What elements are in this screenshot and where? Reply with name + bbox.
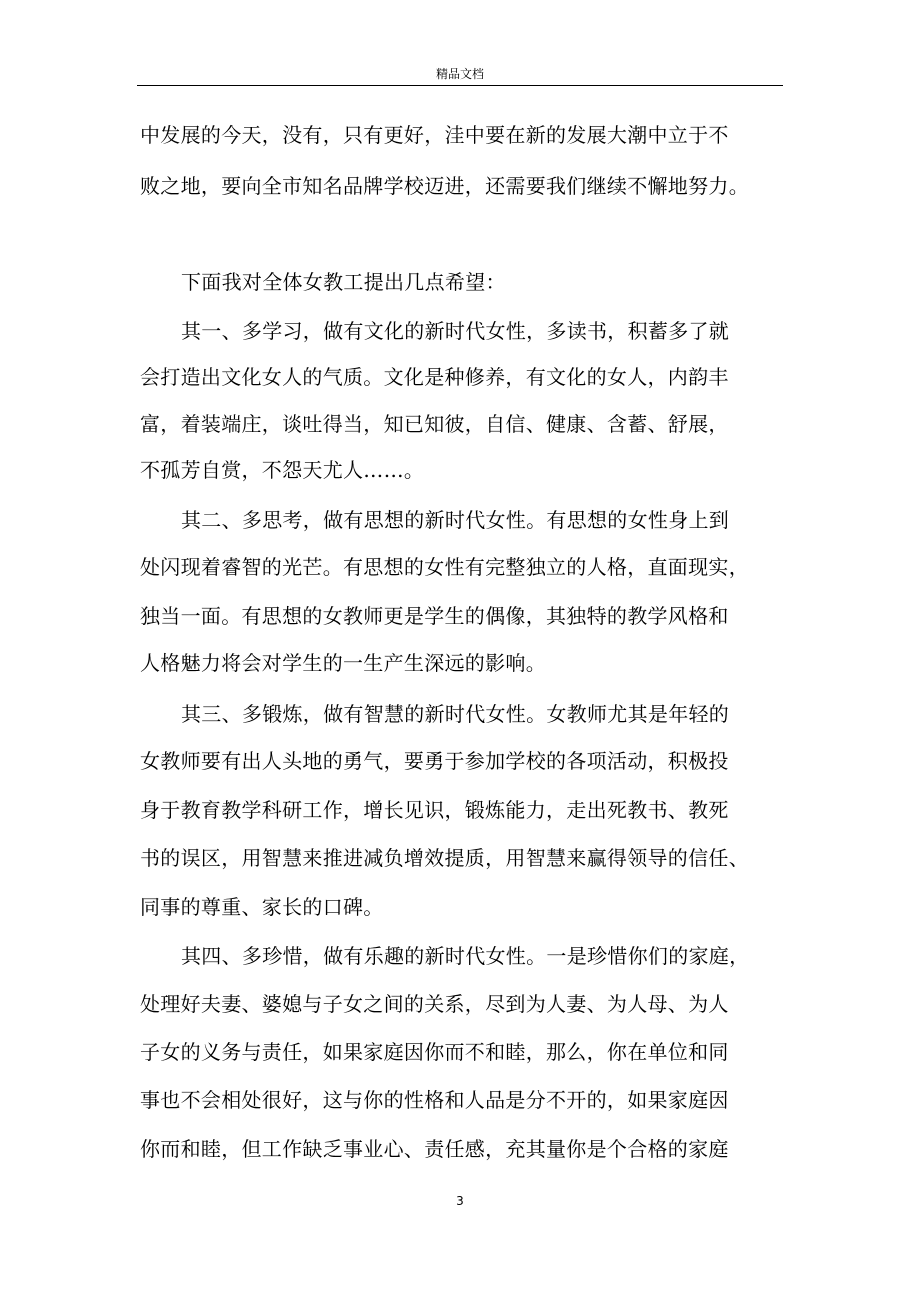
body-line: 不孤芳自赏，不怨天尤人……。 xyxy=(140,458,425,482)
header-rule xyxy=(137,85,783,86)
body-line: 你而和睦，但工作缺乏事业心、责任感，充其量你是个合格的家庭 xyxy=(140,1137,729,1161)
body-line: 其四、多珍惜，做有乐趣的新时代女性。一是珍惜你们的家庭， xyxy=(181,944,750,968)
body-line: 败之地，要向全市知名品牌学校迈进，还需要我们继续不懈地努力。 xyxy=(140,174,749,198)
body-line: 子女的义务与责任，如果家庭因你而不和睦，那么，你在单位和同 xyxy=(140,1040,729,1064)
body-line: 人格魅力将会对学生的一生产生深远的影响。 xyxy=(140,651,546,675)
body-line: 其三、多锻炼，做有智慧的新时代女性。女教师尤其是年轻的 xyxy=(181,702,730,726)
body-line: 下面我对全体女教工提出几点希望： xyxy=(181,270,506,294)
body-line: 其一、多学习，做有文化的新时代女性，多读书，积蓄多了就 xyxy=(181,319,730,343)
body-line: 身于教育教学科研工作，增长见识，锻炼能力，走出死教书、教死 xyxy=(140,798,729,822)
body-line: 事也不会相处很好，这与你的性格和人品是分不开的，如果家庭因 xyxy=(140,1088,729,1112)
body-line: 女教师要有出人头地的勇气，要勇于参加学校的各项活动，积极投 xyxy=(140,749,729,773)
body-line: 富，着装端庄，谈吐得当，知已知彼，自信、健康、含蓄、舒展， xyxy=(140,412,729,436)
body-line: 会打造出文化女人的气质。文化是种修养，有文化的女人，内韵丰 xyxy=(140,365,729,389)
body-line: 书的误区，用智慧来推进减负增效提质，用智慧来赢得领导的信任、 xyxy=(140,846,749,870)
body-line: 中发展的今天，没有，只有更好，洼中要在新的发展大潮中立于不 xyxy=(140,123,729,147)
page-header: 精品文档 xyxy=(435,67,484,81)
body-line: 处闪现着睿智的光芒。有思想的女性有完整独立的人格，直面现实， xyxy=(140,555,749,579)
body-line: 处理好夫妻、婆媳与子女之间的关系，尽到为人妻、为人母、为人 xyxy=(140,992,729,1016)
body-line: 同事的尊重、家长的口碑。 xyxy=(140,895,384,919)
body-line: 独当一面。有思想的女教师更是学生的偶像，其独特的教学风格和 xyxy=(140,604,729,628)
body-line: 其二、多思考，做有思想的新时代女性。有思想的女性身上到 xyxy=(181,508,730,532)
page-number: 3 xyxy=(456,1194,464,1208)
